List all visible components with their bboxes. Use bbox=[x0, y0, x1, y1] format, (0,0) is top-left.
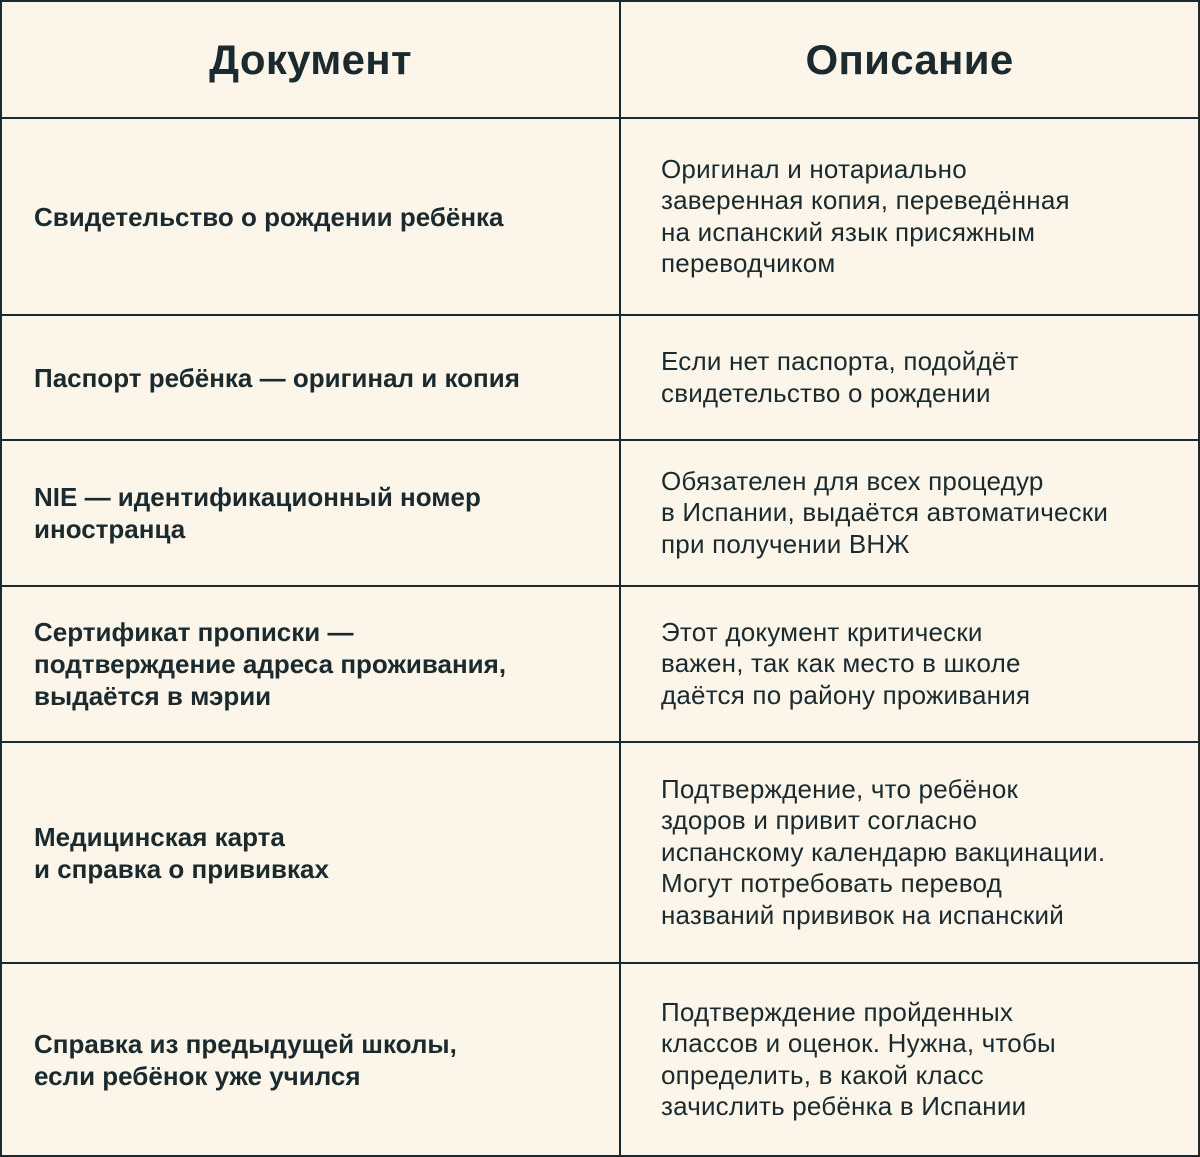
document-description: Оригинал и нотариально заверенная копия, переведённая на испанский язык присяжным переводчиком bbox=[661, 153, 1070, 278]
table-row-6-description bbox=[621, 964, 1200, 1157]
document-description: Этот документ критически важен, так как место в школе даётся по району проживания bbox=[661, 616, 1031, 710]
table-row-1-description bbox=[621, 119, 1200, 316]
table-row-2-description bbox=[621, 316, 1200, 441]
document-name: Свидетельство о рождении ребёнка bbox=[34, 201, 504, 232]
column-header-description bbox=[621, 0, 1200, 119]
table-row-3-description bbox=[621, 441, 1200, 587]
column-header-document bbox=[0, 0, 621, 119]
document-description: Обязателен для всех процедур в Испании, выдаётся автоматически при получении ВНЖ bbox=[661, 465, 1109, 559]
table-row-4-document bbox=[0, 587, 621, 743]
table-row-3-document bbox=[0, 441, 621, 587]
column-header-document-label: Документ bbox=[209, 35, 412, 83]
table-row-5-description bbox=[621, 743, 1200, 964]
document-name: Сертификат прописки — подтверждение адреса проживания, выдаётся в мэрии bbox=[34, 617, 507, 711]
table-row-2-document bbox=[0, 316, 621, 441]
document-name: NIE — идентификационный номер иностранца bbox=[34, 482, 481, 544]
column-header-description-label: Описание bbox=[805, 35, 1014, 83]
document-name: Справка из предыдущей школы, если ребёнок уже учился bbox=[34, 1028, 457, 1091]
document-name: Паспорт ребёнка — оригинал и копия bbox=[34, 362, 520, 393]
document-description: Если нет паспорта, подойдёт свидетельство о рождении bbox=[661, 346, 1019, 408]
document-name: Медицинская карта и справка о прививках bbox=[34, 821, 329, 884]
table-row-4-description bbox=[621, 587, 1200, 743]
table-row-6-document bbox=[0, 964, 621, 1157]
document-description: Подтверждение, что ребёнок здоров и привит согласно испанскому календарю вакцинации. Могут потребовать перевод названий прививок на испанский bbox=[661, 773, 1106, 930]
document-description: Подтверждение пройденных классов и оценок. Нужна, чтобы определить, в какой класс зачислить ребёнка в Испании bbox=[661, 996, 1056, 1121]
table-row-1-document bbox=[0, 119, 621, 316]
table-row-5-document bbox=[0, 743, 621, 964]
